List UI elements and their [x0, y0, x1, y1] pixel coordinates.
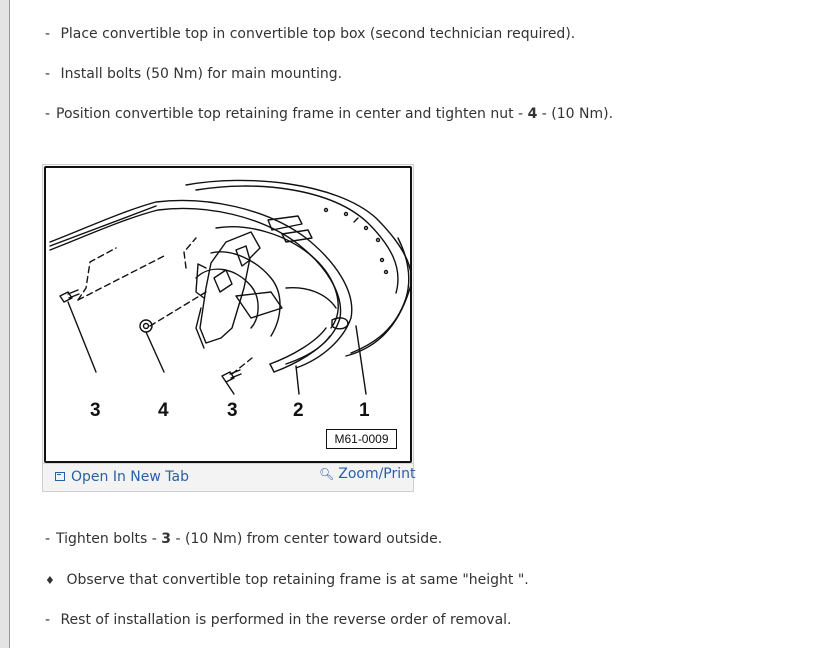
open-in-new-tab-label: Open In New Tab	[71, 469, 189, 485]
step-marker: -	[45, 106, 51, 122]
callout-2: 2	[293, 400, 304, 421]
step-marker: -	[45, 531, 51, 547]
left-margin-rule	[0, 0, 10, 648]
figure-panel	[42, 164, 414, 492]
step-text: Install bolts (50 Nm) for main mounting.	[60, 66, 343, 82]
figure-id-label: M61-0009	[326, 429, 397, 449]
step-install-bolts	[45, 65, 342, 83]
step-text: Rest of installation is performed in the reverse order of removal.	[60, 612, 512, 628]
step-text: Tighten bolts -	[56, 531, 162, 547]
callout-3-right: 3	[227, 400, 238, 421]
zoom-print-link[interactable]	[319, 466, 416, 482]
part-number: 3	[161, 531, 172, 547]
step-marker: -	[45, 66, 51, 82]
zoom-print-label: Zoom/Print	[338, 466, 416, 482]
note-observe-height	[45, 571, 529, 590]
figure-toolbar	[43, 463, 416, 491]
step-tighten-bolts	[45, 530, 442, 548]
diamond-bullet-icon: ♦	[45, 574, 55, 587]
step-text: Place convertible top in convertible top box (second technician required).	[60, 26, 576, 42]
part-number: 4	[527, 106, 538, 122]
step-place-top	[45, 25, 575, 43]
callout-1: 1	[359, 400, 370, 421]
step-text: - (10 Nm) from center toward outside.	[171, 531, 443, 547]
step-text: Observe that convertible top retaining frame is at same "height ".	[66, 572, 529, 588]
step-rest-installation	[45, 611, 511, 629]
step-marker: -	[45, 612, 51, 628]
step-text: - (10 Nm).	[537, 106, 614, 122]
open-in-new-tab-link[interactable]	[55, 469, 189, 485]
callout-4: 4	[158, 400, 169, 421]
step-position-frame	[45, 105, 613, 123]
magnifier-icon: 🔍︎	[319, 467, 335, 481]
technical-illustration[interactable]	[44, 166, 412, 463]
open-in-new-tab-icon	[55, 472, 65, 481]
step-marker: -	[45, 26, 51, 42]
step-text: Position convertible top retaining frame in center and tighten nut -	[56, 106, 528, 122]
callout-3-left: 3	[90, 400, 101, 421]
